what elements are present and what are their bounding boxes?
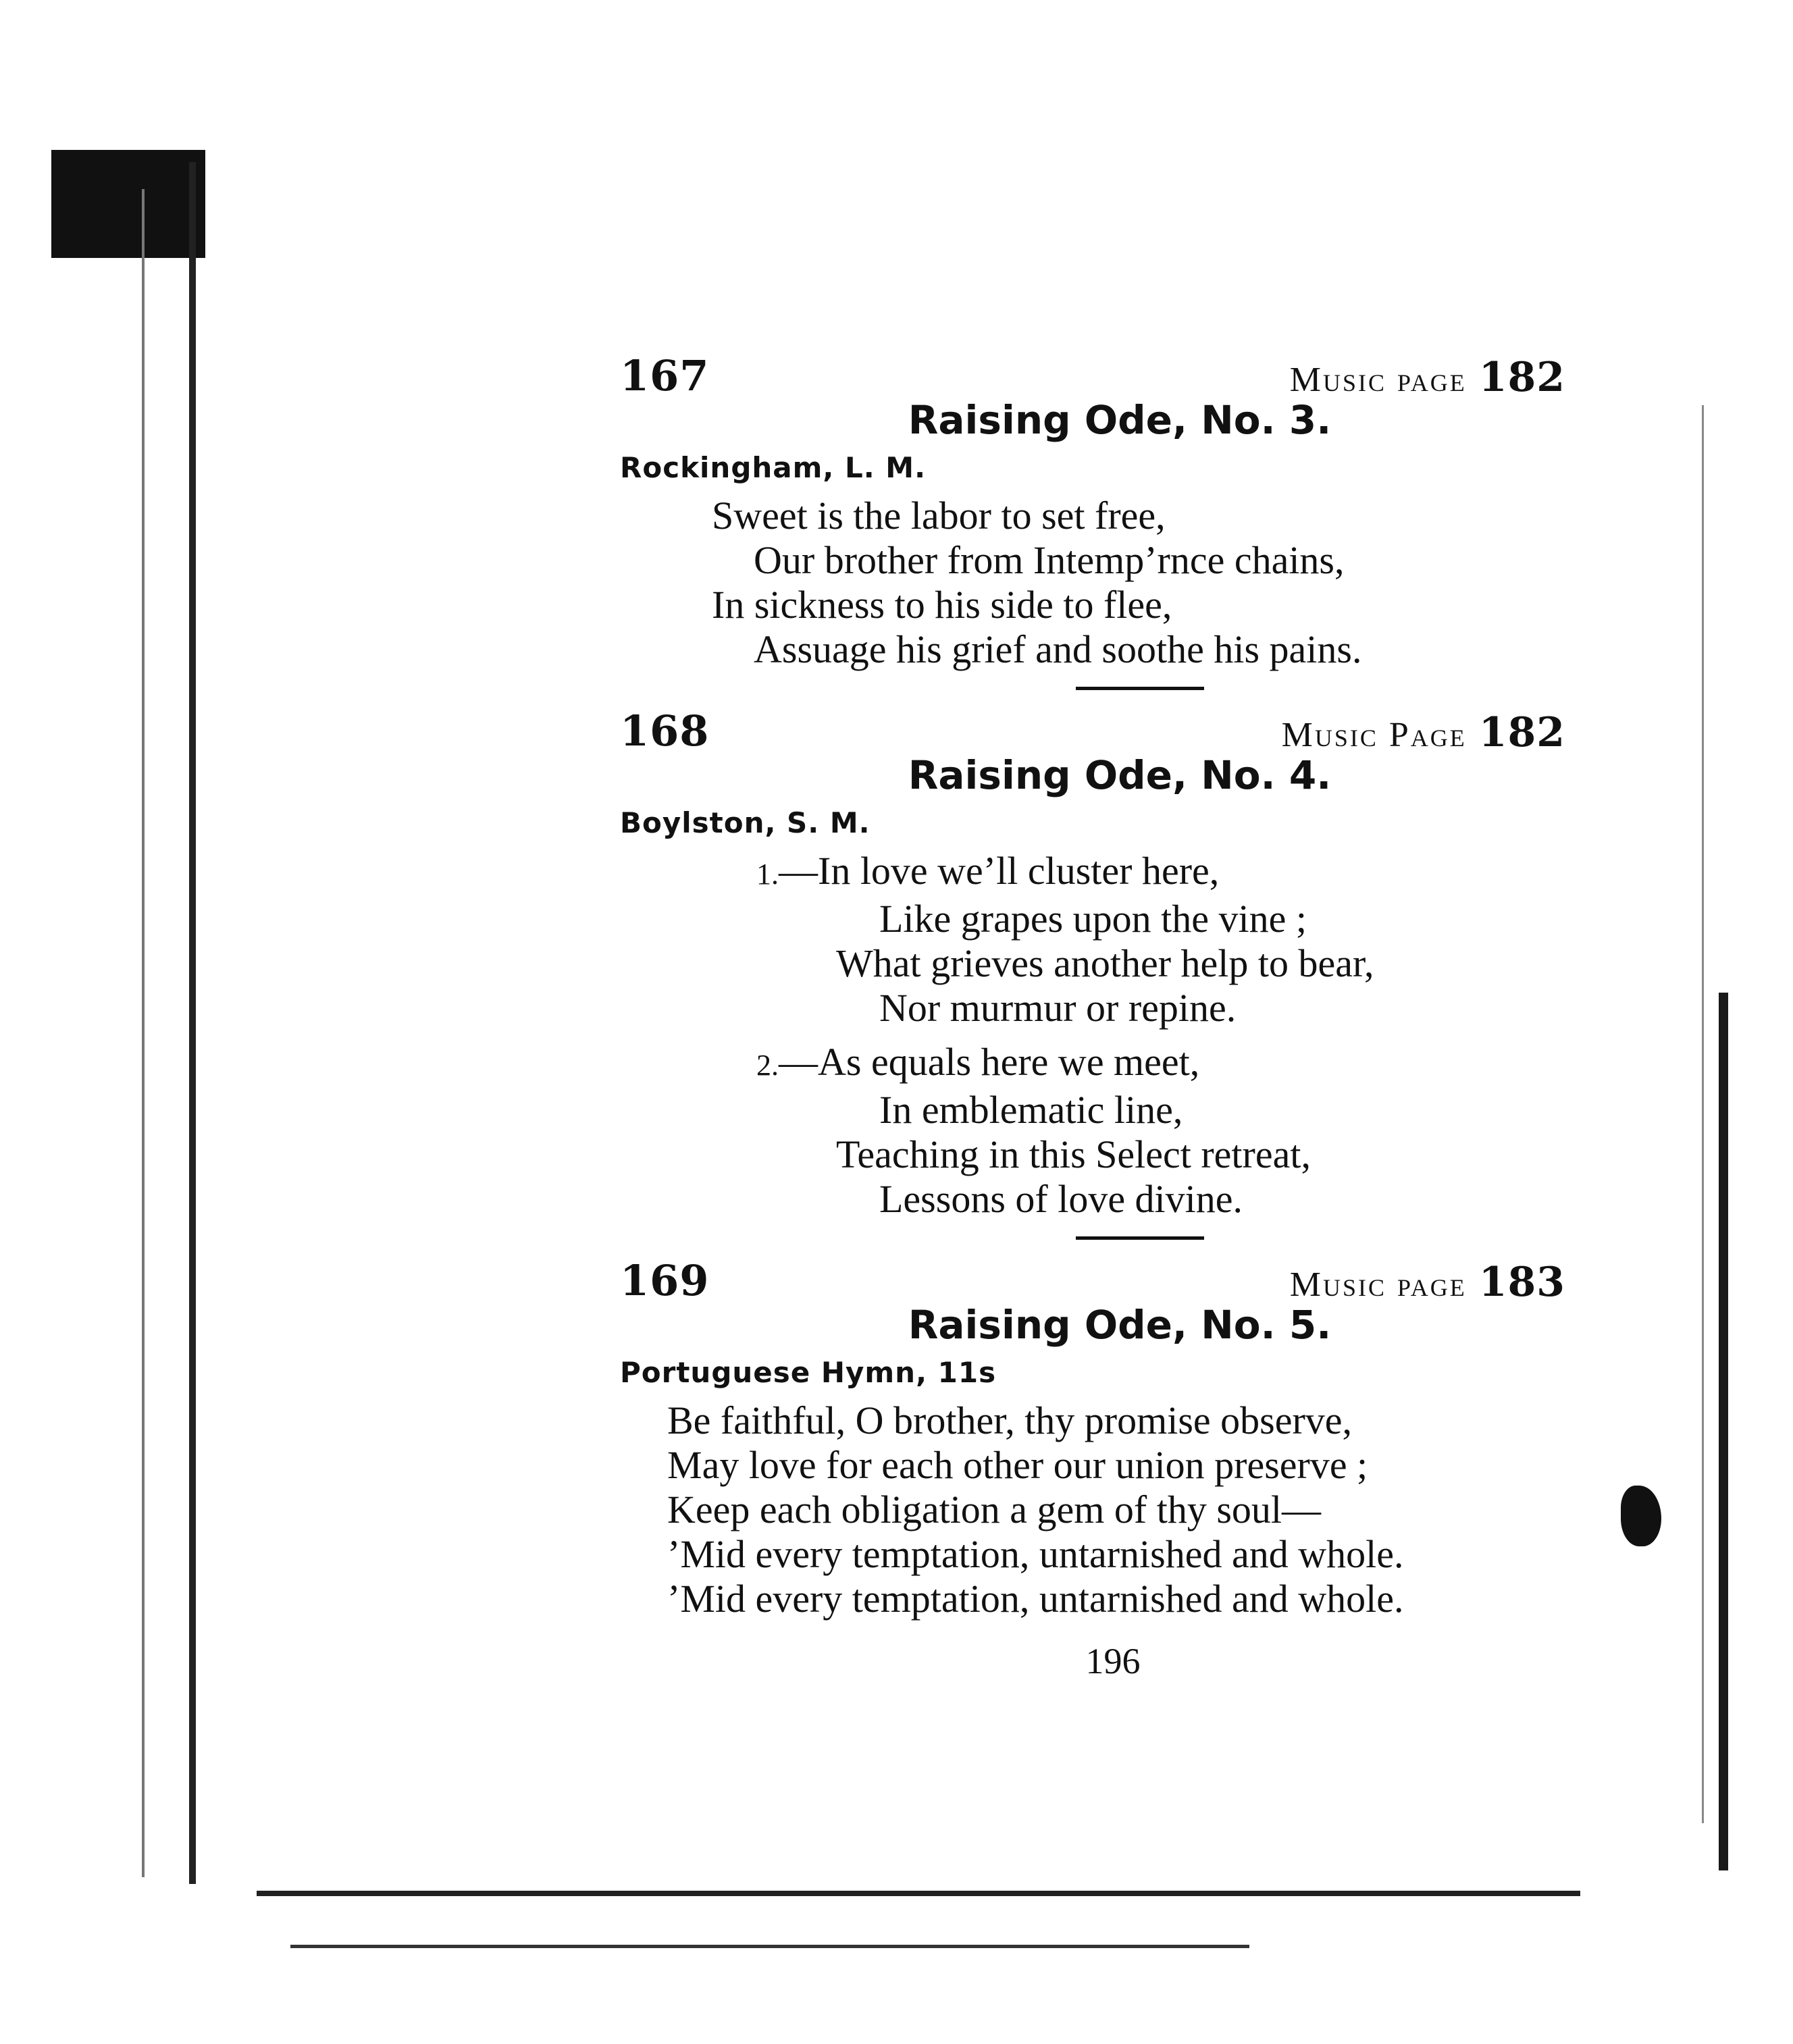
hymn-header: [620, 351, 1565, 405]
page-number: 196: [1085, 1641, 1141, 1681]
music-page-ref: [1290, 1259, 1565, 1306]
stanza: [620, 849, 1565, 1030]
verse-line: In emblematic line,: [879, 1088, 1183, 1132]
music-page-number: 182: [1478, 709, 1565, 756]
music-page-label: Music Page: [1281, 716, 1467, 754]
hymn-header: [620, 706, 1565, 760]
hymn-header: [620, 1256, 1565, 1310]
hymn-title: Raising Ode, No. 5.: [908, 1302, 1332, 1348]
verse-line: Keep each obligation a gem of thy soul—: [667, 1488, 1322, 1531]
verse-line: Teaching in this Select retreat,: [836, 1132, 1311, 1176]
verse-line: ’Mid every temptation, untarnished and whole.: [667, 1532, 1404, 1576]
verse-line: Lessons of love divine.: [879, 1177, 1243, 1221]
verse-line-text: —In love we’ll cluster here,: [779, 849, 1220, 893]
hymn: [620, 351, 1565, 672]
hymn-title: Raising Ode, No. 4.: [908, 752, 1332, 798]
tune-name: Portuguese Hymn, 11s: [620, 1356, 997, 1389]
verse-line: [756, 1040, 1565, 1088]
verse-line: What grieves another help to bear,: [836, 941, 1374, 985]
verse-line: Our brother from Intemp’rnce chains,: [754, 538, 1345, 582]
music-page-label: Music page: [1289, 1265, 1467, 1304]
section-divider: [1076, 1236, 1204, 1240]
music-page-number: 183: [1478, 1259, 1565, 1306]
music-page-number: 182: [1478, 354, 1565, 401]
ink-blot: [1621, 1486, 1661, 1546]
hymn: [620, 706, 1565, 1222]
scan-edge-line: [1702, 405, 1704, 1823]
scan-edge-line: [1719, 993, 1728, 1870]
stanza: [620, 1040, 1565, 1222]
hymn: [620, 1256, 1565, 1621]
verse-line: Nor murmur or repine.: [879, 986, 1237, 1030]
stanza-number: 1.: [756, 858, 779, 891]
scan-edge-line: [142, 189, 145, 1877]
tune-name: Boylston, S. M.: [620, 806, 870, 839]
verse-line: In sickness to his side to flee,: [712, 583, 1172, 627]
verse-line: Like grapes upon the vine ;: [879, 897, 1307, 941]
scan-edge-shadow: [51, 150, 205, 258]
verse: [620, 1398, 1565, 1621]
hymn-number: 169: [620, 1256, 710, 1305]
verse-line-text: —As equals here we meet,: [779, 1040, 1200, 1084]
music-page-label: Music page: [1289, 361, 1467, 399]
scan-edge-line: [257, 1891, 1580, 1896]
music-page-ref: [1282, 709, 1565, 756]
tune-name: Rockingham, L. M.: [620, 451, 927, 484]
verse-line: [756, 849, 1565, 897]
verse-line: Assuage his grief and soothe his pains.: [754, 627, 1362, 671]
hymn-title: Raising Ode, No. 3.: [908, 397, 1332, 443]
section-divider: [1076, 687, 1204, 690]
verse-line: May love for each other our union preserve ;: [667, 1443, 1368, 1487]
scan-edge-line: [189, 162, 196, 1884]
page-content: [620, 351, 1565, 1682]
stanza-number: 2.: [756, 1049, 779, 1082]
hymn-number: 167: [620, 351, 710, 400]
verse: [620, 494, 1565, 672]
scan-edge-line: [290, 1945, 1249, 1948]
verse-line: Be faithful, O brother, thy promise observe,: [667, 1398, 1353, 1442]
verse-line: Sweet is the labor to set free,: [712, 494, 1166, 538]
hymn-number: 168: [620, 706, 710, 756]
music-page-ref: [1290, 354, 1565, 401]
verse-line: ’Mid every temptation, untarnished and whole.: [667, 1577, 1404, 1621]
